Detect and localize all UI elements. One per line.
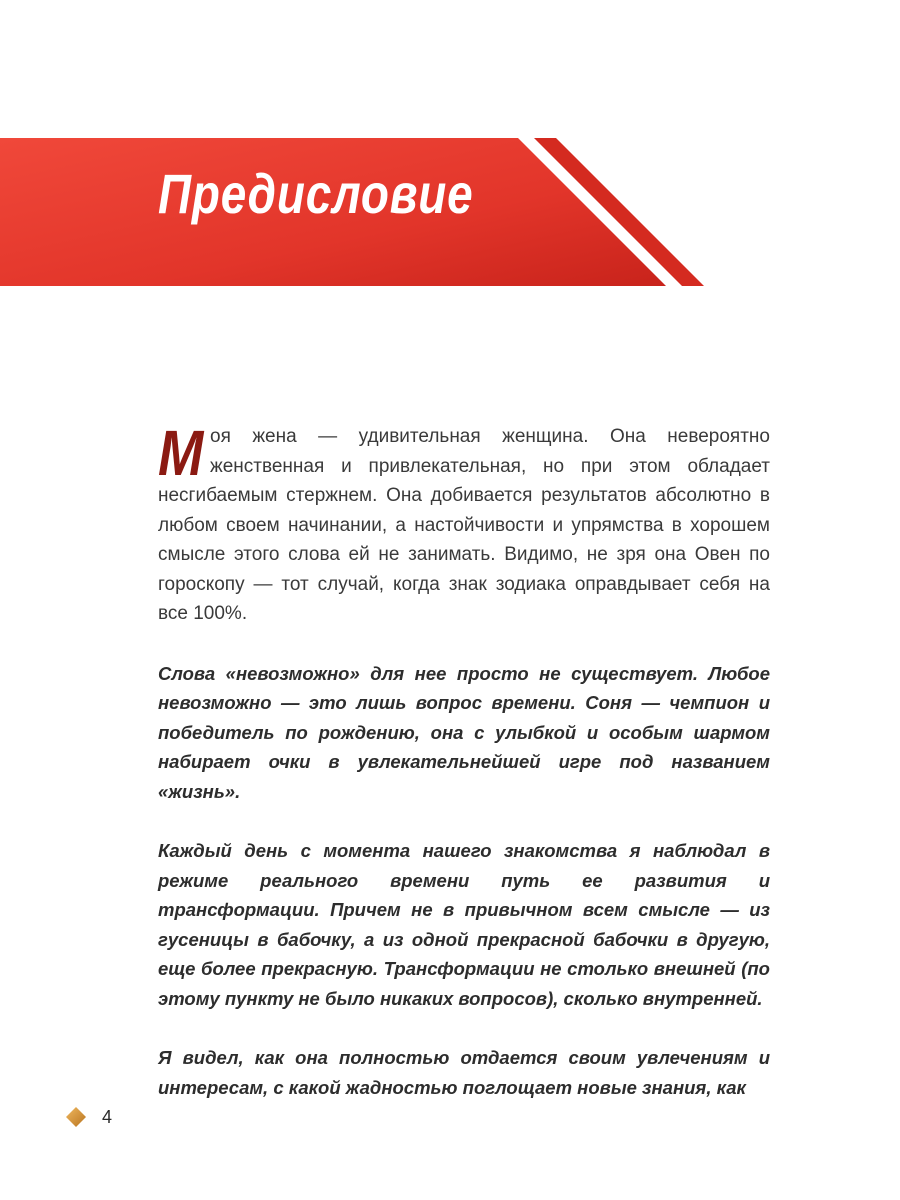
- page-footer: [66, 1104, 112, 1130]
- paragraph-impossible: Слова «невозможно» для нее просто не существует. Любое невозможно — это лишь вопрос времени. Соня — чемпион и победитель по рождению, она с улыбкой и особым шармом набирает очки в увлекательнейшей игре под названием «жизнь».: [158, 662, 770, 802]
- paragraph-intro-text: оя жена — удивительная женщина. Она невероятно женственная и привлекательная, но при этом обладает несгибаемым стержнем. Она добивается результатов абсолютно в любом своем начинании, а настойчивости и упрямства в хорошем смысле этого слова ей не занимать. Видимо, не зря она Овен по гороскопу — тот случай, когда знак зодиака оправдывает себя на все 100%.: [158, 426, 770, 624]
- diamond-icon: [66, 1107, 86, 1127]
- paragraph-intro: [158, 417, 770, 629]
- paragraph-interests: Я видел, как она полностью отдается своим увлечениям и интересам, с какой жадностью поглощает новые знания, как: [158, 1047, 770, 1098]
- paragraph-transformation: Каждый день с момента нашего знакомства я наблюдал в режиме реального времени путь ее развития и трансформации. Причем не в привычном всем смысле — из гусеницы в бабочку, а из одной прекрасной бабочки в другую, еще более прекрасную. Трансформации не столько внешней (по этому пункту не было никаких вопросов), сколько внутренней.: [158, 840, 770, 1009]
- page-number: 4: [102, 1106, 113, 1127]
- dropcap: М: [158, 417, 204, 489]
- page-title: Предисловие: [158, 162, 474, 225]
- main-text: [158, 417, 770, 1102]
